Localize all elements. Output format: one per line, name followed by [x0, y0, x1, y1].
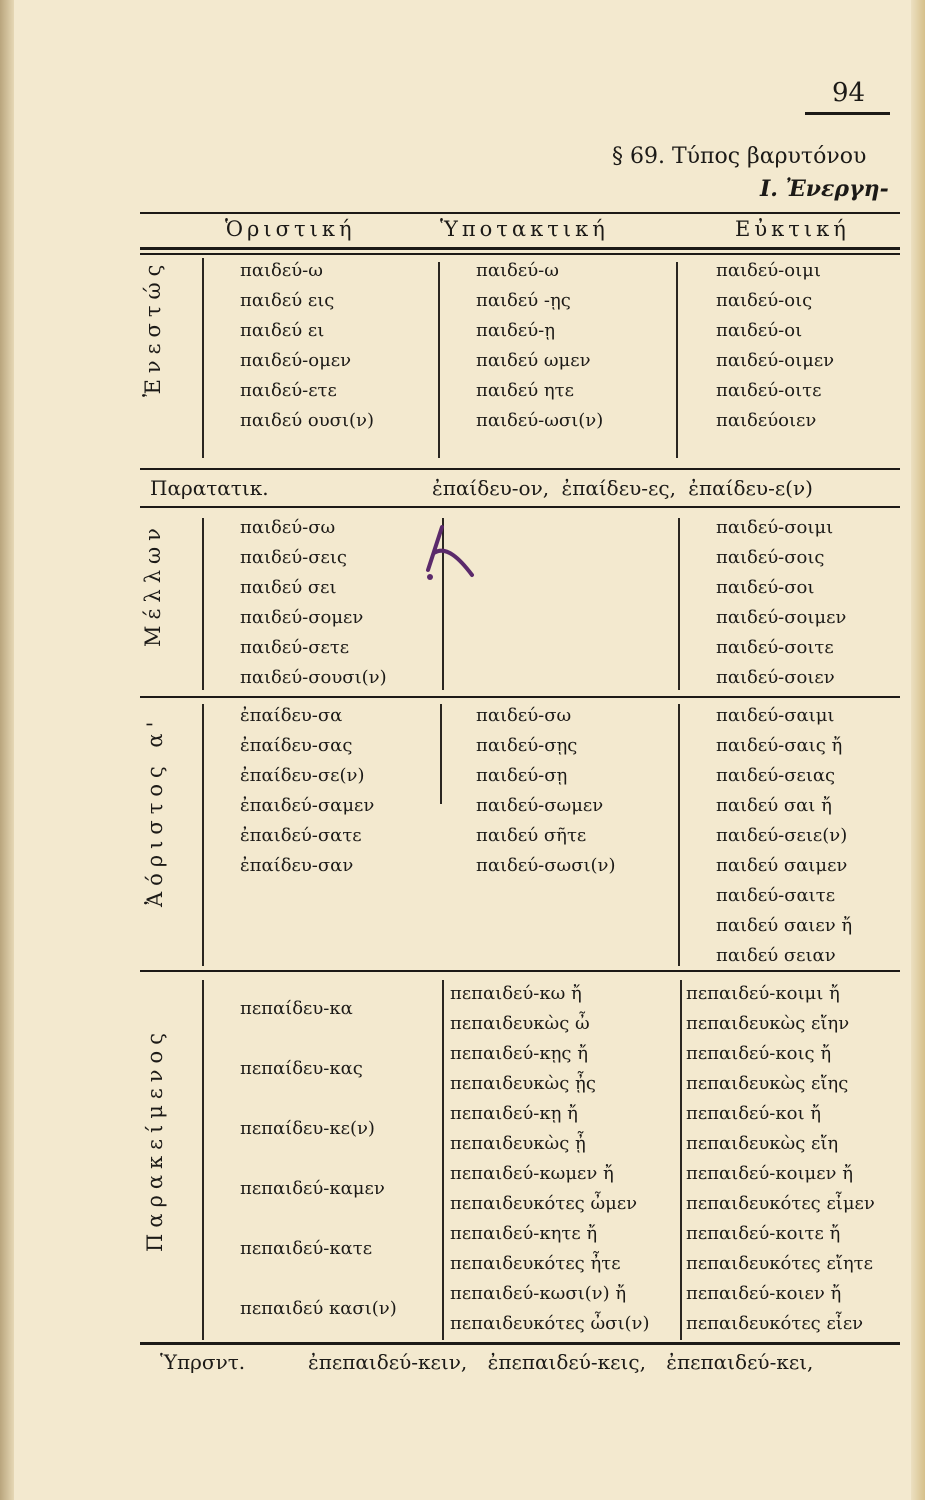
header-double-rule-2	[140, 253, 900, 255]
parakeimenos-ypotaktiki	[450, 979, 650, 1339]
form: πεπαιδεύ-κῃς ἤ	[450, 1043, 589, 1064]
form: παιδεύ-σω	[240, 517, 336, 538]
form: παιδεύ-σωμεν	[476, 795, 604, 816]
form: πεπαιδευκότες εἶμεν	[686, 1193, 875, 1214]
form: παιδεύ-σῃς	[476, 735, 578, 756]
form: πεπαιδεύ-κωμεν ἤ	[450, 1163, 614, 1184]
form: παιδεύ-σοιμεν	[716, 607, 847, 628]
enestos-oristiki	[240, 256, 374, 436]
section-title: § 69. Τύπος βαρυτόνου	[612, 144, 867, 169]
section-subtitle: I. Ἐνεργη-	[760, 176, 889, 202]
form: παιδεύ-σω	[476, 705, 572, 726]
form: πεπαιδεύ κασι(ν)	[240, 1298, 397, 1319]
form: παιδεύ-σοιεν	[716, 667, 835, 688]
aoristos-euktiki	[716, 701, 852, 971]
form: παιδεύ-ετε	[240, 380, 337, 401]
page-left-edge	[0, 0, 14, 1500]
form: πεπαιδεύ-κῃ ἤ	[450, 1103, 578, 1124]
label-aoristos: Ἀόριστος α'	[143, 715, 167, 907]
form: ἐπαίδευ-σα	[240, 705, 343, 726]
mellon-euktiki	[716, 513, 846, 693]
form: παιδεύ-σετε	[240, 637, 350, 658]
form: παιδεύ-σεις	[240, 547, 347, 568]
form: ἐπαιδεύ-σατε	[240, 825, 362, 846]
form: παιδεύ-οι	[716, 320, 803, 341]
parakeimenos-oristiki	[240, 979, 397, 1339]
form: πεπαιδευκὼς εἴης	[686, 1073, 849, 1094]
form: πεπαιδεύ-κοιμεν ἤ	[686, 1163, 854, 1184]
form: παιδεύ-οιμι	[716, 260, 821, 281]
form: παιδεύ-σαιτε	[716, 885, 836, 906]
form: παιδεύ-σοιμι	[716, 517, 834, 538]
form: παιδεύ-ω	[476, 260, 559, 281]
paratatikos-forms: ἐπαίδευ-ον, ἐπαίδευ-ες, ἐπαίδευ-ε(ν)	[432, 476, 813, 500]
form: παιδεύ σαιεν ἤ	[716, 915, 853, 936]
col-head-oristiki: Ὁριστική	[225, 217, 356, 241]
form: παιδεύ-ωσι(ν)	[476, 410, 604, 431]
form: παιδεύ ουσι(ν)	[240, 410, 374, 431]
form: παιδεύ-οιμεν	[716, 350, 835, 371]
form: παιδεύ-σουσι(ν)	[240, 667, 387, 688]
form: παιδεύ σει	[240, 577, 337, 598]
form: παιδεύ σαι ἤ	[716, 795, 832, 816]
form: παιδεύ-οιτε	[716, 380, 822, 401]
form: πεπαιδευκὼς ᾖ	[450, 1133, 586, 1154]
rule-after-parakeimenos	[140, 1342, 900, 1345]
form: πεπαιδεύ-κοιτε ἤ	[686, 1223, 841, 1244]
form: παιδεύ-σαιμι	[716, 705, 835, 726]
aoristos-oristiki	[240, 701, 374, 881]
form: πεπαιδεύ-κω ἤ	[450, 983, 582, 1004]
form: παιδεύ-ομεν	[240, 350, 352, 371]
vrule	[440, 704, 442, 804]
form: ἐπαίδευ-σαν	[240, 855, 354, 876]
form: ἐπαιδεύ-σαμεν	[240, 795, 375, 816]
form: παιδεύ σαιμεν	[716, 855, 848, 876]
vrule	[202, 258, 204, 458]
page-right-edge	[911, 0, 925, 1500]
label-enestos: Ἐνεστώς	[141, 258, 165, 397]
page-number: 94	[832, 78, 866, 108]
vrule	[202, 980, 204, 1340]
enestos-ypotaktiki	[476, 256, 603, 436]
form: πεπαιδευκότες εἴητε	[686, 1253, 873, 1274]
form: παιδεύ-σοιτε	[716, 637, 834, 658]
form: ἐπαίδευ-σας	[240, 735, 353, 756]
label-parakeimenos: Παρακείμενος	[143, 1027, 167, 1252]
form: πεπαιδεύ-κωσι(ν) ἤ	[450, 1283, 627, 1304]
ypersyntelikos-forms: ἐπεπαιδεύ-κειν, ἐπεπαιδεύ-κεις, ἐπεπαιδεύ-κει,	[308, 1350, 814, 1374]
rule-after-enestos	[140, 468, 900, 470]
form: πεπαίδευ-κας	[240, 1058, 363, 1079]
form: πεπαιδευκότες ἦτε	[450, 1253, 621, 1274]
form: πεπαιδεύ-κοιεν ἤ	[686, 1283, 842, 1304]
form: παιδεύ-σοις	[716, 547, 825, 568]
label-ypersyntelikos: Ὑπρσντ.	[160, 1350, 246, 1374]
form: παιδεύ -ῃς	[476, 290, 571, 311]
form: πεπαιδεύ-κοι ἤ	[686, 1103, 822, 1124]
form: πεπαίδευ-κα	[240, 998, 353, 1019]
header-double-rule-1	[140, 247, 900, 250]
form: πεπαιδεύ-κατε	[240, 1238, 373, 1259]
parakeimenos-euktiki	[686, 979, 875, 1339]
form: παιδεύ ωμεν	[476, 350, 591, 371]
form: πεπαιδεύ-κοις ἤ	[686, 1043, 832, 1064]
form: πεπαιδευκότες ὦσι(ν)	[450, 1313, 650, 1334]
form: πεπαιδευκὼς εἴην	[686, 1013, 850, 1034]
rule-after-mellon	[140, 696, 900, 698]
form: παιδεύ-σειας	[716, 765, 836, 786]
enestos-euktiki	[716, 256, 834, 436]
form: πεπαιδευκὼς εἴη	[686, 1133, 839, 1154]
vrule	[678, 704, 680, 966]
form: παιδεύ ητε	[476, 380, 574, 401]
rule-after-aoristos	[140, 970, 900, 972]
col-head-euktiki: Εὐκτική	[735, 217, 850, 241]
vrule	[676, 262, 678, 458]
form: παιδεύ-ω	[240, 260, 323, 281]
form: πεπαιδευκότες ὦμεν	[450, 1193, 638, 1214]
form: παιδεύ-σῃ	[476, 765, 568, 786]
form: παιδεύ-σαις ἤ	[716, 735, 843, 756]
label-paratatikos: Παρατατικ.	[150, 476, 269, 500]
vrule	[678, 518, 680, 690]
form: πεπαιδεύ-κητε ἤ	[450, 1223, 598, 1244]
col-head-ypotaktiki: Ὑποτακτική	[440, 217, 609, 241]
form: πεπαιδευκὼς ὦ	[450, 1013, 590, 1034]
page-number-rule	[805, 112, 890, 115]
form: παιδεύ-σοι	[716, 577, 815, 598]
form: πεπαιδευκότες εἶεν	[686, 1313, 864, 1334]
form: παιδεύοιεν	[716, 410, 817, 431]
form: πεπαίδευ-κε(ν)	[240, 1118, 375, 1139]
mellon-oristiki	[240, 513, 387, 693]
form: παιδεύ-οις	[716, 290, 813, 311]
aoristos-ypotaktiki	[476, 701, 616, 881]
pen-check-mark	[420, 515, 480, 585]
form: παιδεύ-σομεν	[240, 607, 364, 628]
form: παιδεύ εις	[240, 290, 335, 311]
vrule	[202, 518, 204, 690]
form: παιδεύ-σωσι(ν)	[476, 855, 616, 876]
vrule	[438, 262, 440, 458]
form: πεπαιδευκὼς ᾖς	[450, 1073, 596, 1094]
form: παιδεύ-σειε(ν)	[716, 825, 848, 846]
vrule	[680, 980, 682, 1340]
form: παιδεύ-ῃ	[476, 320, 556, 341]
form: ἐπαίδευ-σε(ν)	[240, 765, 365, 786]
vrule	[442, 980, 444, 1340]
form: πεπαιδεύ-καμεν	[240, 1178, 385, 1199]
rule-after-paratatikos	[140, 506, 900, 508]
label-mellon: Μέλλων	[141, 522, 165, 647]
table-top-rule	[140, 212, 900, 214]
form: παιδεύ σειαν	[716, 945, 836, 966]
form: παιδεύ ει	[240, 320, 325, 341]
form: παιδεύ σῆτε	[476, 825, 587, 846]
form: πεπαιδεύ-κοιμι ἤ	[686, 983, 840, 1004]
vrule	[202, 704, 204, 966]
